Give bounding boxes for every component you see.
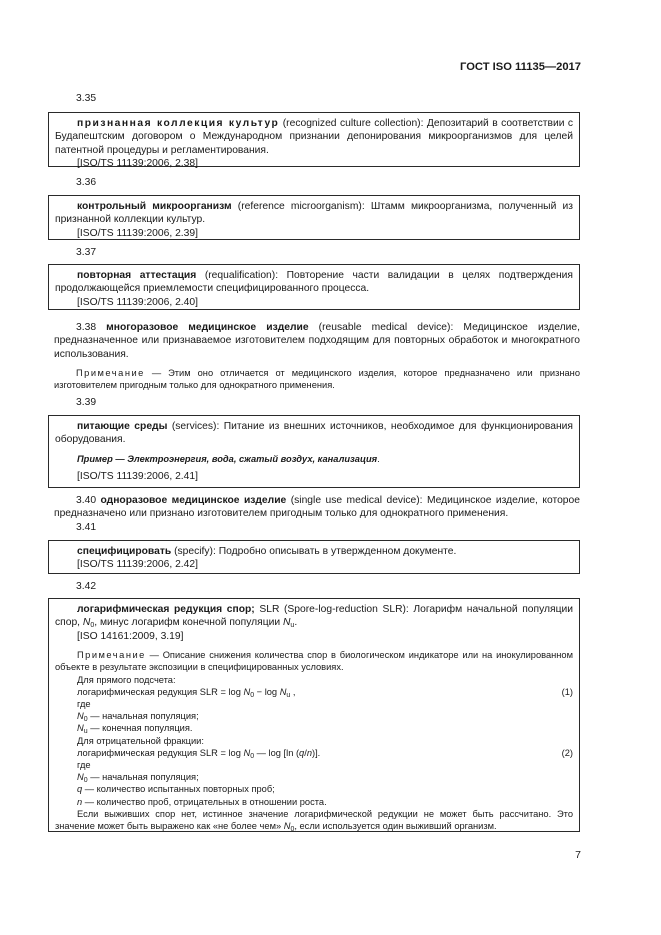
slash: / — [304, 747, 307, 758]
formula-number: (1) — [561, 686, 573, 697]
formula-number: (2) — [561, 747, 573, 758]
definition: (single use medical device): Медицинское изделие, которое предназначено или признано изготовителем пригодным только для однократного применения. — [54, 495, 580, 520]
page-number: 7 — [575, 849, 581, 861]
symbol-q: q — [299, 747, 305, 758]
formula-text: логарифмическая редукция SLR = log — [77, 747, 244, 758]
symbol-N: N — [282, 617, 291, 629]
term: контрольный микроорганизм — [77, 201, 232, 212]
formula-text: )]. — [311, 747, 321, 758]
term: признанная коллекция культур — [77, 118, 280, 129]
symbol-N: N — [283, 821, 291, 832]
closing-text: , если используется один выживший организм. — [294, 821, 497, 832]
definition: (requalification): Повторение части валидации в целях подтверждения продолжающейся приемлемости специфицированного процесса. — [55, 270, 573, 295]
subscript: 0 — [90, 622, 95, 630]
entry-3-38 — [54, 321, 580, 392]
subscript: 0 — [290, 826, 295, 834]
entry-number: 3.39 — [76, 397, 97, 408]
term-box-3-39 — [48, 415, 580, 488]
example-end: . — [377, 453, 380, 464]
entry-number: 3.41 — [76, 522, 97, 533]
entry-number: 3.40 — [76, 495, 97, 506]
definition-q — [55, 783, 573, 795]
entry-number: 3.37 — [76, 247, 97, 258]
subscript: u — [83, 728, 88, 736]
formula-1 — [55, 686, 573, 698]
term-box-3-41 — [48, 540, 580, 574]
variable-definition: — количество испытанных повторных проб; — [82, 784, 275, 795]
term-box-3-37 — [48, 264, 580, 310]
where-label: где — [77, 760, 91, 771]
example: Пример — Электроэнергия, вода, сжатый воздух, канализация — [77, 453, 378, 464]
variable-definition: — начальная популяция; — [87, 711, 199, 722]
subscript: u — [286, 691, 291, 699]
entry-number: 3.35 — [76, 93, 97, 104]
symbol-N: N — [279, 686, 287, 697]
formula-text: логарифмическая редукция SLR = log — [77, 686, 244, 697]
definition: (recognized culture collection): Депозитарий в соответствии с Будапештским договором о Международном признании депонирования микроорганизмов для целей патентной процедуры и регламентирования. — [55, 118, 574, 156]
formula-text: — log [ln ( — [254, 747, 300, 758]
closing-note — [55, 808, 573, 832]
term-box-3-35 — [48, 112, 580, 170]
definition: (services): Питание из внешних источников, необходимое для функционирования оборудования. — [55, 421, 573, 446]
closing-text: Если выживших спор нет, истинное значение логарифмической редукции не может быть рассчитано. Это значение может быть выражено как «не более чем» — [55, 808, 573, 832]
direct-count-heading: Для прямого подсчета: — [77, 674, 176, 685]
definition-end: . — [294, 617, 298, 629]
note-text: — Описание снижения количества спор в биологическом индикаторе или на инокулированном объекте в результате экспозиции в специфицированных условиях. — [55, 650, 573, 673]
source-reference: [ISO 14161:2009, 3.19] — [77, 630, 184, 642]
subscript: 0 — [250, 752, 255, 760]
definition-Nu — [55, 722, 573, 734]
note-text: — Этим оно отличается от медицинского изделия, которое предназначено или признано изготовителем пригодным только для однократного применения. — [54, 368, 580, 391]
entry-number: 3.42 — [76, 581, 97, 592]
term-box-3-42 — [48, 598, 580, 832]
document-header: ГОСТ ISO 11135—2017 — [460, 61, 581, 73]
symbol-N: N — [77, 711, 84, 722]
entry-3-40 — [54, 494, 580, 521]
source-reference: [ISO/TS 11139:2006, 2.42] — [77, 559, 198, 571]
variable-definition: — начальная популяция; — [87, 772, 199, 783]
subscript: 0 — [83, 716, 88, 724]
symbol-N: N — [243, 747, 251, 758]
variable-definition: — количество проб, отрицательных в отношении роста. — [82, 796, 327, 807]
definition: (specify): Подробно описывать в утвержденном документе. — [171, 546, 457, 557]
formula-2 — [55, 747, 573, 759]
symbol-N: N — [82, 617, 91, 629]
negative-fraction-heading: Для отрицательной фракции: — [77, 735, 204, 746]
subscript: u — [290, 622, 295, 630]
source-reference: [ISO/TS 11139:2006, 2.39] — [77, 227, 198, 239]
source-reference: [ISO/TS 11139:2006, 2.38] — [77, 158, 198, 170]
term: логарифмическая редукция спор; — [77, 604, 255, 615]
definition: (reference microorganism): Штамм микроорганизма, полученный из признанной коллекции культур. — [55, 201, 573, 226]
definition: SLR (Spore-log-reduction SLR): Логарифм начальной популяции спор, — [55, 604, 573, 629]
variable-definition: — конечная популяция. — [87, 723, 193, 734]
symbol-n: n — [306, 747, 312, 758]
source-reference: [ISO/TS 11139:2006, 2.40] — [77, 296, 198, 308]
subscript: 0 — [83, 777, 88, 785]
symbol-N: N — [77, 723, 84, 734]
term: одноразовое медицинское изделие — [100, 495, 287, 506]
formula-text: − log — [254, 686, 280, 697]
note-label: Примечание — [77, 650, 146, 661]
term-box-3-36 — [48, 195, 580, 240]
entry-number: 3.38 — [76, 322, 97, 333]
definition: (reusable medical device): Медицинское изделие, предназначенное или признаваемое изготовителем подходящим для повторных обработок и многократного использования. — [54, 322, 580, 360]
entry-number: 3.36 — [76, 177, 97, 188]
where-label: где — [77, 699, 91, 710]
symbol-N: N — [243, 686, 251, 697]
term: многоразовое медицинское изделие — [106, 322, 309, 333]
note-label: Примечание — [76, 368, 145, 379]
symbol-N: N — [77, 772, 84, 783]
term: питающие среды — [77, 421, 168, 432]
definition-N0 — [55, 710, 573, 722]
definition-n — [55, 796, 573, 808]
symbol-n: n — [77, 796, 83, 807]
formula-text: , — [290, 686, 296, 697]
source-reference: [ISO/TS 11139:2006, 2.41] — [77, 471, 198, 483]
term: специфицировать — [77, 546, 172, 557]
symbol-q: q — [77, 784, 83, 795]
subscript: 0 — [250, 691, 255, 699]
term: повторная аттестация — [77, 270, 197, 281]
definition-cont: , минус логарифм конечной популяции — [94, 617, 283, 629]
definition-N0 — [55, 771, 573, 783]
